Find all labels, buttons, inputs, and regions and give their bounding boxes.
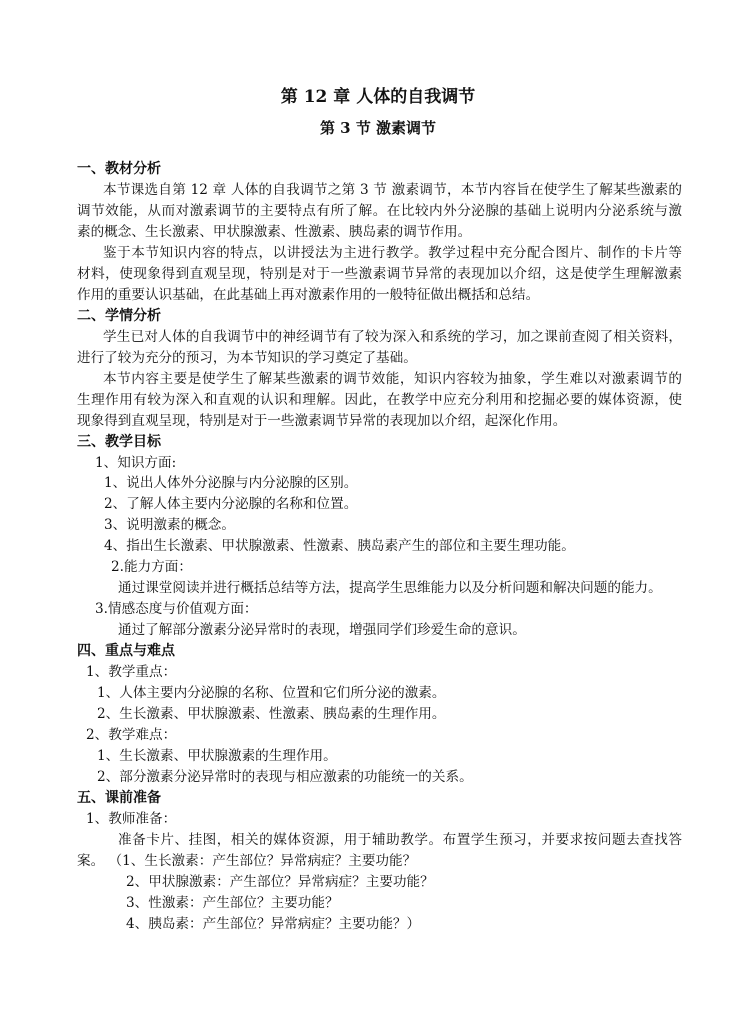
paragraph-line: 调节效能，从而对激素调节的主要特点有所了解。在比较内外分泌腺的基础上说明内分泌系统与激: [77, 203, 682, 219]
section-heading-preparation: 五、课前准备: [77, 790, 161, 806]
list-item: 2、了解人体主要内分泌腺的名称和位置。: [104, 496, 358, 512]
list-item: 2、部分激素分泌异常时的表现与相应激素的功能统一的关系。: [97, 769, 473, 785]
list-item: 2、甲状腺激素：产生部位？异常病症？主要功能？: [126, 874, 434, 890]
section-heading-teaching-material: 一、教材分析: [77, 161, 161, 177]
knowledge-label: 1、知识方面:: [95, 455, 177, 471]
key-points-label: 1、教学重点：: [86, 664, 177, 680]
teacher-prep-label: 1、教师准备：: [86, 811, 177, 827]
paragraph-line: 学生已对人体的自我调节中的神经调节有了较为深入和系统的学习，加之课前查阅了相关资料，: [103, 329, 682, 345]
document-subtitle: 第 3 节 激素调节: [319, 119, 437, 137]
paragraph-line: 本节内容主要是使学生了解某些激素的调节效能，知识内容较为抽象，学生难以对激素调节的: [103, 371, 682, 387]
paragraph-line: 材料，使现象得到直观呈现，特别是对于一些激素调节异常的表现加以介绍，这是使学生理解激素: [77, 266, 682, 282]
paragraph-line: 素的概念、生长激素、甲状腺激素、性激素、胰岛素的调节作用。: [77, 224, 472, 240]
paragraph-line: 现象得到直观呈现，特别是对于一些激素调节异常的表现加以介绍，起深化作用。: [77, 413, 567, 429]
list-item: 3、说明激素的概念。: [104, 517, 235, 533]
list-item: 4、胰岛素：产生部位？异常病症？主要功能？）: [126, 916, 421, 932]
section-heading-student-analysis: 二、学情分析: [77, 308, 161, 324]
paragraph-line: 生理作用有较为深入和直观的认识和理解。因此，在教学中应充分利用和挖掘必要的媒体资源，使: [77, 392, 682, 408]
paragraph-line: 案。 （1、生长激素：产生部位？异常病症？主要功能？: [77, 853, 417, 869]
section-heading-key-difficult-points: 四、重点与难点: [77, 643, 175, 659]
list-item: 3、性激素：产生部位？主要功能？: [126, 895, 339, 911]
document-title: 第 12 章 人体的自我调节: [280, 87, 476, 107]
difficult-points-label: 2、教学难点：: [86, 727, 177, 743]
paragraph-line: 作用的重要认识基础，在此基础上再对激素作用的一般特征做出概括和总结。: [77, 287, 540, 303]
section-heading-teaching-goals: 三、教学目标: [77, 434, 161, 450]
list-item: 2、生长激素、甲状腺激素、性激素、胰岛素的生理作用。: [97, 706, 446, 722]
paragraph-line: 鉴于本节知识内容的特点，以讲授法为主进行教学。教学过程中充分配合图片、制作的卡片等: [103, 245, 682, 261]
paragraph-line: 进行了较为充分的预习，为本节知识的学习奠定了基础。: [77, 350, 417, 366]
list-item: 1、人体主要内分泌腺的名称、位置和它们所分泌的激素。: [97, 685, 446, 701]
list-item: 4、指出生长激素、甲状腺激素、性激素、胰岛素产生的部位和主要生理功能。: [104, 538, 575, 554]
paragraph-line: 准备卡片、挂图，相关的媒体资源，用于辅助教学。布置学生预习，并要求按问题去查找答: [118, 832, 682, 848]
ability-label: 2.能力方面：: [111, 559, 192, 575]
list-item: 1、生长激素、甲状腺激素的生理作用。: [97, 748, 337, 764]
ability-text: 通过课堂阅读并进行概括总结等方法，提高学生思维能力以及分析问题和解决问题的能力。: [118, 580, 662, 596]
list-item: 1、说出人体外分泌腺与内分泌腺的区别。: [104, 475, 358, 491]
emotion-text: 通过了解部分激素分泌异常时的表现，增强同学们珍爱生命的意识。: [118, 622, 526, 638]
paragraph-line: 本节课选自第 12 章 人体的自我调节之第 3 节 激素调节，本节内容旨在使学生了解某些激素的: [103, 182, 682, 198]
emotion-label: 3.情感态度与价值观方面：: [95, 601, 258, 617]
